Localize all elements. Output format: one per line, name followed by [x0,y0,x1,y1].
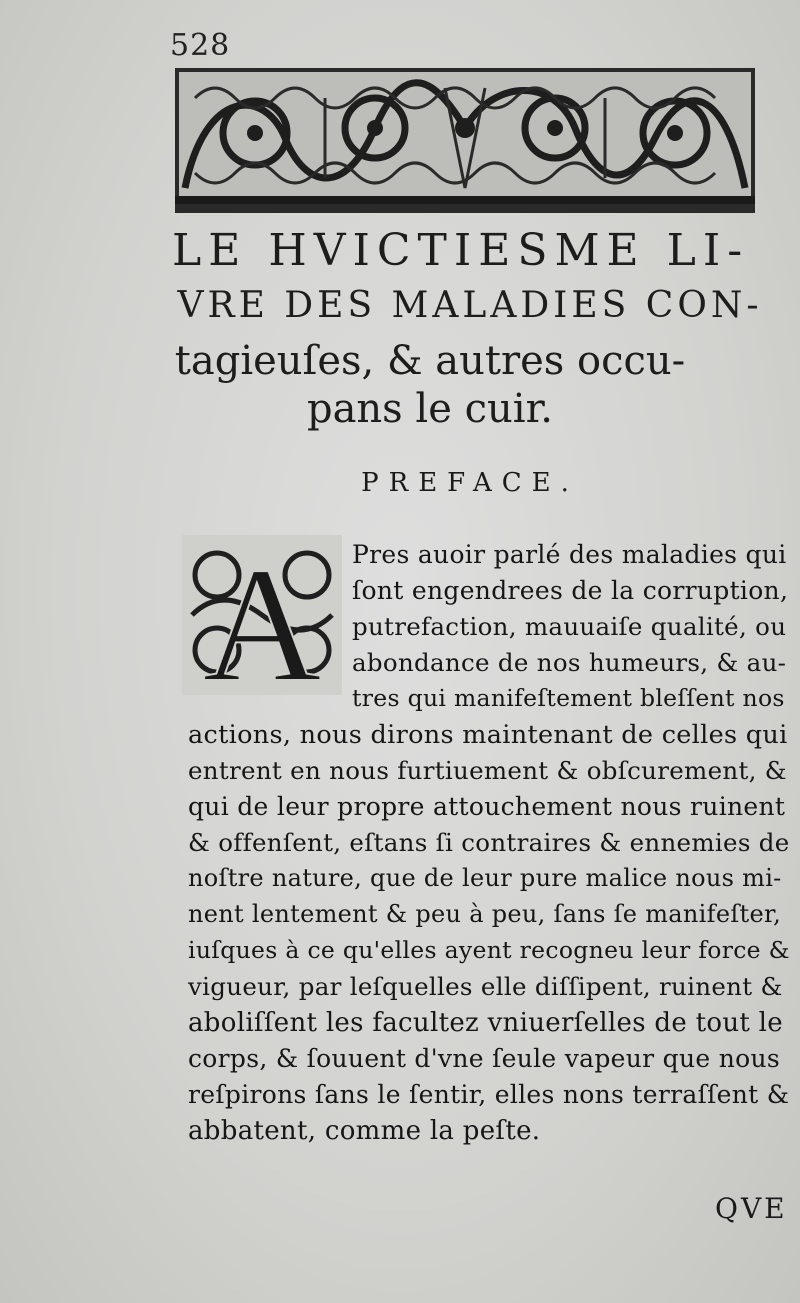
section-title: PREFACE. [361,468,579,498]
title-line-4: pans le cuir. [306,386,554,432]
text-line: abondance de nos humeurs, & au- [352,648,787,677]
title-line-2: VRE DES MALADIES CON- [177,285,763,326]
text-line: putrefaction, mauuaiſe qualité, ou [352,612,787,641]
text-line: noſtre nature, que de leur pure malice nous mi- [188,864,782,892]
text-line: iuſques à ce qu'elles ayent recogneu leur force & [188,936,790,964]
text-line: tres qui manifeſtement bleſſent nos [352,684,785,712]
text-line: Pres auoir parlé des maladies qui [352,540,787,569]
text-line: vigueur, par leſquelles elle diſſipent, ruinent & [188,972,783,1001]
catchword: QVE [715,1192,788,1225]
text-line: abbatent, comme la peſte. [188,1116,541,1146]
text-line: actions, nous dirons maintenant de celles qui [188,720,788,750]
text-line: aboliſſent les facultez vniuerſelles de tout le [188,1008,783,1038]
title-line-3: tagieuſes, & autres occu- [174,338,686,384]
drop-cap-initial [182,535,342,695]
text-line: ſont engendrees de la corruption, [352,576,789,605]
text-line: qui de leur propre attouchement nous ruinent [188,792,786,821]
text-line: corps, & ſouuent d'vne ſeule vapeur que nous [188,1044,781,1073]
text-line: nent lentement & peu à peu, ſans ſe manifeſter, [188,900,782,928]
drop-cap-letter: A [202,535,322,695]
text-line: reſpirons ſans le ſentir, elles nons terraſſent & [188,1080,790,1109]
decorative-headpiece [175,68,755,213]
title-line-1: LE HVICTIESME LI- [172,225,750,276]
text-line: entrent en nous furtiuement & obſcurement, & [188,756,787,785]
page-number: 528 [170,28,231,63]
text-line: & offenſent, eſtans ſi contraires & ennemies de [188,828,790,857]
